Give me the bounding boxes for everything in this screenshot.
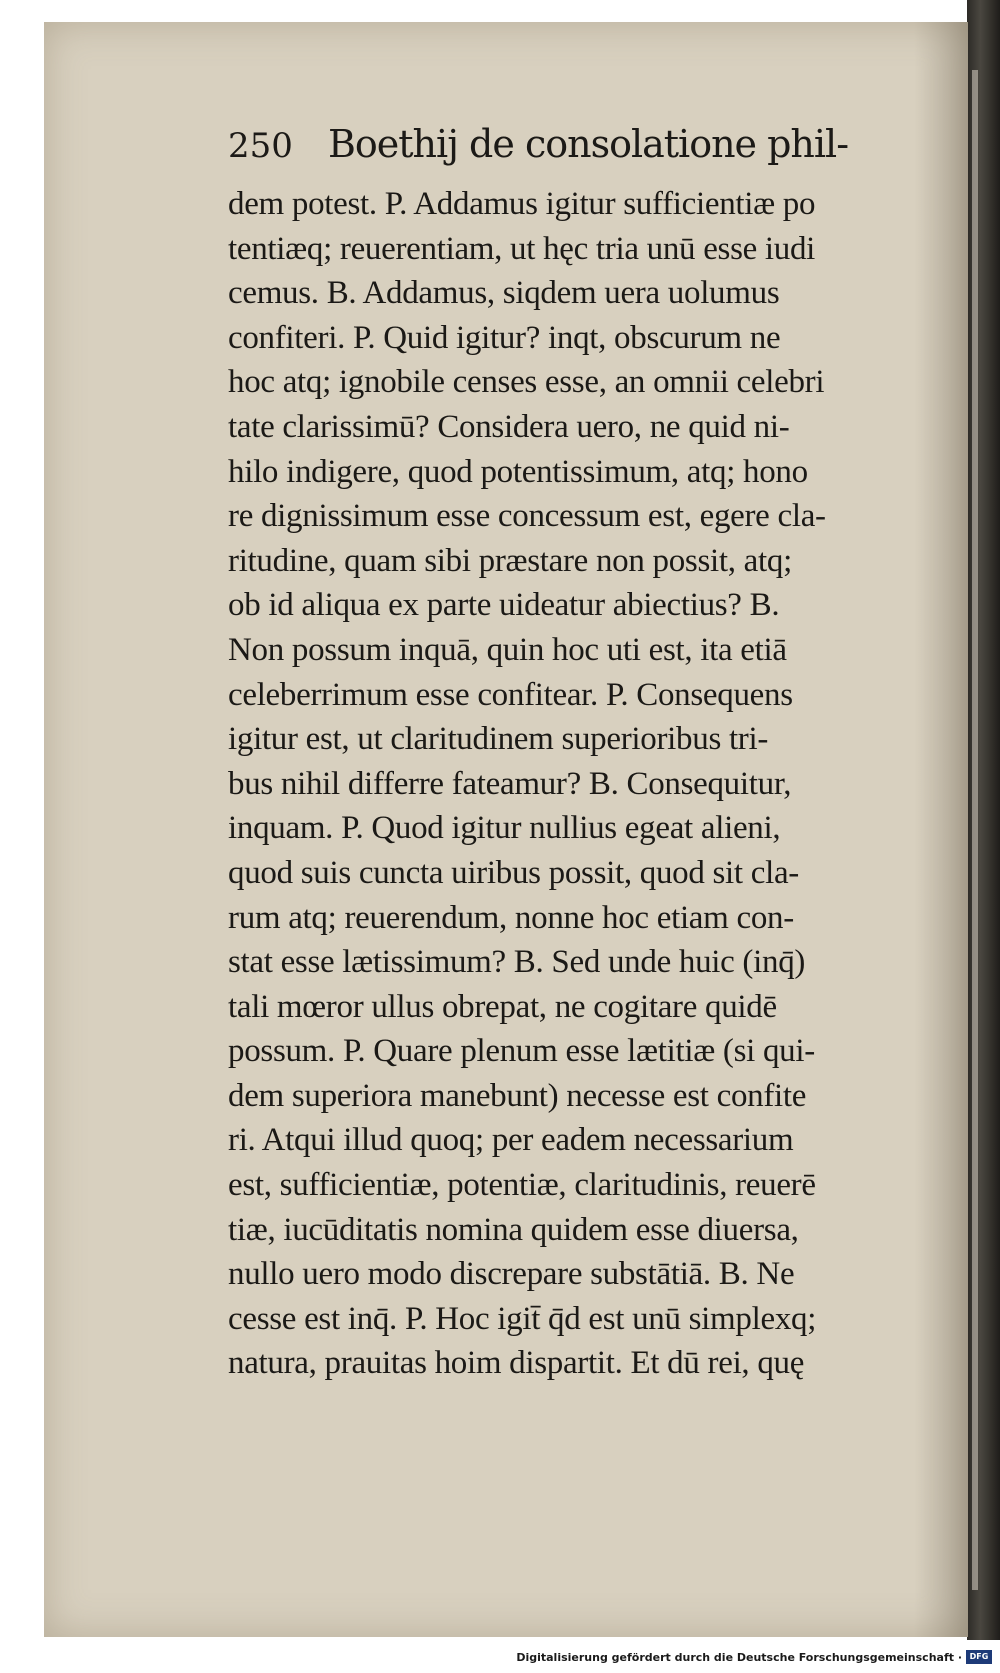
text-line: tentiæq; reuerentiam, ut hęc tria unū esse iudi xyxy=(228,230,816,267)
text-line: celeberrimum esse confitear. P. Consequens xyxy=(228,676,793,713)
text-line: ob id aliqua ex parte uideatur abiectius? B. xyxy=(228,587,780,624)
text-line: est, sufficientiæ, potentiæ, claritudinis, reuerē xyxy=(228,1167,816,1204)
text-line: tiæ, iucūditatis nomina quidem esse diuersa, xyxy=(228,1211,799,1248)
text-line: bus nihil differre fateamur? B. Consequitur, xyxy=(228,765,792,802)
text-line: natura, prauitas hoim dispartit. Et dū rei, quę xyxy=(228,1345,805,1382)
text-line: possum. P. Quare plenum esse lætitiæ (si qui- xyxy=(228,1033,815,1070)
text-line: ri. Atqui illud quoq; per eadem necessarium xyxy=(228,1122,794,1159)
page-number: 250 xyxy=(228,126,293,166)
text-line: rum atq; reuerendum, nonne hoc etiam con- xyxy=(228,899,794,936)
text-line: cesse est inq̄. P. Hoc igit̄ q̄d est unū simplexq; xyxy=(228,1300,817,1337)
text-line: dem superiora manebunt) necesse est confite xyxy=(228,1077,807,1114)
text-line: quod suis cuncta uiribus possit, quod sit cla- xyxy=(228,854,799,891)
text-line: cemus. B. Addamus, siqdem uera uolumus xyxy=(228,275,780,312)
text-line: dem potest. P. Addamus igitur sufficientiæ po xyxy=(228,186,816,222)
dfg-logo: DFG xyxy=(966,1650,992,1664)
text-line: tate clarissimū? Considera uero, ne quid ni- xyxy=(228,408,790,445)
digitization-credit: Digitalisierung gefördert durch die Deutsche Forschungsgemeinschaft · xyxy=(516,1651,962,1664)
text-line: hoc atq; ignobile censes esse, an omnii celebri xyxy=(228,364,825,401)
text-line: ritudine, quam sibi præstare non possit, atq; xyxy=(228,542,792,579)
page-header xyxy=(228,122,928,182)
running-title: Boethij de consolatione phil- xyxy=(328,122,849,166)
text-line: confiteri. P. Quid igitur? inqt, obscurum ne xyxy=(228,319,781,356)
text-line: re dignissimum esse concessum est, egere cla- xyxy=(228,498,826,535)
text-line: igitur est, ut claritudinem superioribus tri- xyxy=(228,721,769,758)
text-line: inquam. P. Quod igitur nullius egeat alieni, xyxy=(228,810,781,847)
scan-top-margin xyxy=(0,0,1000,22)
text-line: Non possum inquā, quin hoc uti est, ita etiā xyxy=(228,631,787,668)
book-edge-highlight xyxy=(972,70,978,1590)
body-text xyxy=(228,182,968,1386)
text-line: hilo indigere, quod potentissimum, atq; hono xyxy=(228,453,808,490)
text-line: tali mœror ullus obrepat, ne cogitare quidē xyxy=(228,988,777,1025)
text-line: stat esse lætissimum? B. Sed unde huic (inq̄) xyxy=(228,944,806,981)
text-line: nullo uero modo discrepare substātiā. B. Ne xyxy=(228,1256,795,1293)
